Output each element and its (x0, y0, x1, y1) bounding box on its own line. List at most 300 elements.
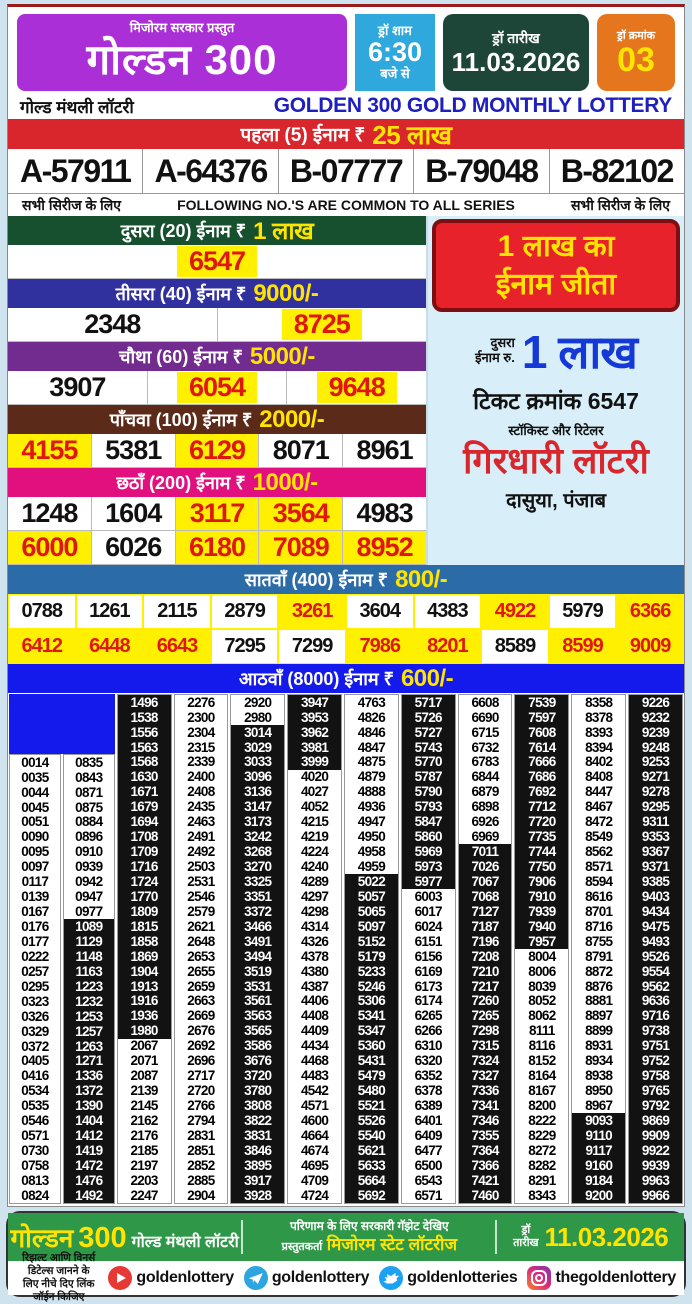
table-number-cell: 6352 (402, 1068, 455, 1083)
table-column (9, 754, 61, 1204)
prize-number: 0788 (9, 595, 75, 628)
table-number-cell: 1372 (64, 1084, 114, 1099)
prize-number: 4155 (8, 434, 92, 467)
table-number-cell: 1694 (118, 815, 171, 830)
table-number-cell: 9792 (629, 1098, 682, 1113)
table-number-cell: 2531 (175, 874, 228, 889)
table-number-cell: 3096 (231, 770, 284, 785)
draw-date-box (443, 14, 589, 91)
table-number-cell: 9765 (629, 1083, 682, 1098)
table-number-cell: 4219 (288, 829, 341, 844)
table-number-cell: 3822 (231, 1113, 284, 1128)
table-number-cell: 1679 (118, 800, 171, 815)
table-number-cell: 8616 (572, 889, 625, 904)
table-number-cell: 1815 (118, 919, 171, 934)
table-number-cell: 5790 (402, 785, 455, 800)
table-number-cell: 7460 (459, 1188, 512, 1203)
prize-number: 4383 (415, 595, 481, 628)
table-number-cell: 7712 (515, 800, 568, 815)
table-number-cell: 9966 (629, 1188, 682, 1203)
table-left-block (9, 694, 115, 1204)
table-number-cell: 1412 (64, 1128, 114, 1143)
table-number-cell: 6409 (402, 1128, 455, 1143)
table-column (571, 694, 626, 1204)
stockist-name: गिरधारी लॉटरी (463, 440, 649, 481)
table-number-cell: 5726 (402, 710, 455, 725)
table-number-cell: 4020 (288, 770, 341, 785)
table-number-cell: 0546 (10, 1114, 60, 1129)
table-number-cell: 4847 (345, 740, 398, 755)
ticket-number: B-79048 (414, 149, 549, 193)
table-number-cell: 3917 (231, 1173, 284, 1188)
table-number-cell: 7026 (459, 859, 512, 874)
ticket-number: A-57911 (8, 149, 143, 193)
table-number-cell: 7355 (459, 1128, 512, 1143)
table-number-cell: 4695 (288, 1158, 341, 1173)
table-number-cell: 9636 (629, 994, 682, 1009)
table-number-cell: 1232 (64, 994, 114, 1009)
table-number-cell: 4875 (345, 755, 398, 770)
second-prize-row (8, 245, 426, 279)
table-number-cell: 3947 (288, 695, 341, 710)
winner-prize-label: दुसरा ईनाम रु. (475, 335, 515, 365)
footer-date-value: 11.03.2026 (544, 1221, 669, 1252)
table-number-cell: 4879 (345, 770, 398, 785)
first-prize-tickets (8, 149, 684, 194)
prize-number: 6026 (92, 531, 176, 564)
table-number-cell: 2087 (118, 1068, 171, 1083)
table-number-cell: 5521 (345, 1098, 398, 1113)
prize-number: 3604 (347, 595, 413, 628)
table-number-cell: 7940 (515, 919, 568, 934)
table-number-cell: 1709 (118, 844, 171, 859)
table-number-cell: 9093 (572, 1113, 625, 1128)
table-number-cell: 8116 (515, 1039, 568, 1054)
brand-box (17, 14, 347, 91)
stockist-label: स्टॉकिस्ट और रिटेलर (508, 423, 604, 438)
table-number-cell: 8938 (572, 1068, 625, 1083)
eighth-prize-banner (8, 664, 684, 693)
footer (6, 1211, 686, 1304)
table-number-cell: 3953 (288, 710, 341, 725)
prize-number: 6412 (9, 630, 75, 663)
table-number-cell: 8934 (572, 1054, 625, 1069)
table-number-cell: 3962 (288, 725, 341, 740)
table-number-cell: 0035 (10, 770, 60, 785)
table-number-cell: 1223 (64, 979, 114, 994)
table-number-cell: 3242 (231, 829, 284, 844)
table-number-cell: 0176 (10, 919, 60, 934)
table-number-cell: 0730 (10, 1143, 60, 1158)
table-number-cell: 0875 (64, 800, 114, 815)
table-number-cell: 7686 (515, 770, 568, 785)
table-number-cell: 2139 (118, 1083, 171, 1098)
table-number-cell: 7210 (459, 964, 512, 979)
table-number-cell: 4380 (288, 964, 341, 979)
table-number-cell: 4571 (288, 1098, 341, 1113)
table-number-cell: 8222 (515, 1113, 568, 1128)
table-column (174, 694, 229, 1204)
third-prize-row (8, 308, 426, 342)
table-number-cell: 4434 (288, 1039, 341, 1054)
second-prize-banner-label: दुसरा (20) ईनाम ₹ (120, 220, 247, 241)
table-number-cell: 9271 (629, 770, 682, 785)
table-number-cell: 1916 (118, 994, 171, 1009)
table-number-cell: 5479 (345, 1068, 398, 1083)
table-number-cell: 5526 (345, 1113, 398, 1128)
table-number-cell: 9939 (629, 1158, 682, 1173)
subtitle-hindi: गोल्ड मंथली लॉटरी (20, 97, 134, 117)
table-number-cell: 4763 (345, 695, 398, 710)
fourth-prize-row (8, 371, 426, 405)
table-number-cell: 9403 (629, 889, 682, 904)
winner-panel (426, 216, 684, 565)
table-number-cell: 7364 (459, 1143, 512, 1158)
table-number-cell: 8164 (515, 1068, 568, 1083)
table-number-cell: 5540 (345, 1128, 398, 1143)
table-column (344, 694, 399, 1204)
table-number-cell: 8881 (572, 994, 625, 1009)
table-number-cell: 8062 (515, 1009, 568, 1024)
table-number-cell: 6783 (459, 755, 512, 770)
telegram-link[interactable] (244, 1266, 369, 1290)
table-number-cell: 0884 (64, 815, 114, 830)
middle-section (8, 216, 684, 565)
table-number-cell: 8229 (515, 1128, 568, 1143)
winner-headline-line1: 1 लाख का (497, 230, 615, 263)
table-number-cell: 9493 (629, 934, 682, 949)
prize-number: 8961 (343, 434, 426, 467)
table-number-cell: 3173 (231, 815, 284, 830)
table-number-cell: 1724 (118, 874, 171, 889)
table-number-cell: 2621 (175, 919, 228, 934)
table-number-cell: 5969 (402, 844, 455, 859)
table-number-cell: 7692 (515, 785, 568, 800)
table-number-cell: 3494 (231, 949, 284, 964)
table-number-cell: 4483 (288, 1068, 341, 1083)
table-number-cell: 7939 (515, 904, 568, 919)
table-number-cell: 1404 (64, 1114, 114, 1129)
table-number-cell: 9110 (572, 1128, 625, 1143)
prize-number: 6180 (176, 531, 260, 564)
table-number-cell: 5152 (345, 934, 398, 949)
table-number-cell: 9371 (629, 859, 682, 874)
table-number-cell: 1563 (118, 740, 171, 755)
table-number-cell: 2067 (118, 1039, 171, 1054)
common-series-center: FOLLOWING NO.'S ARE COMMON TO ALL SERIES (177, 197, 515, 213)
prize-number: 2879 (212, 595, 278, 628)
table-number-cell: 1492 (64, 1188, 114, 1203)
table-number-cell: 4674 (288, 1143, 341, 1158)
table-number-cell: 5770 (402, 755, 455, 770)
table-number-cell: 8791 (572, 949, 625, 964)
table-number-cell: 0257 (10, 964, 60, 979)
table-number-cell: 8872 (572, 964, 625, 979)
table-number-cell: 2692 (175, 1039, 228, 1054)
fourth-prize-banner-amount: 5000/- (249, 342, 315, 370)
table-number-cell: 0090 (10, 830, 60, 845)
prize-number: 5979 (550, 595, 616, 628)
table-number-cell: 0139 (10, 889, 60, 904)
footer-brand-subtitle: गोल्ड मंथली लॉटरी (131, 1234, 239, 1251)
twitter-handle: goldenlotteries (407, 1269, 518, 1286)
table-number-cell: 8378 (572, 710, 625, 725)
table-number-cell: 2491 (175, 829, 228, 844)
table-number-cell: 6389 (402, 1098, 455, 1113)
table-number-cell: 3147 (231, 800, 284, 815)
table-number-cell: 6690 (459, 710, 512, 725)
table-number-cell: 9758 (629, 1068, 682, 1083)
table-number-cell: 2659 (175, 979, 228, 994)
table-number-cell: 2794 (175, 1113, 228, 1128)
footer-green-bar (8, 1213, 684, 1261)
table-number-cell: 8200 (515, 1098, 568, 1113)
table-number-cell: 8167 (515, 1083, 568, 1098)
social-links (108, 1266, 676, 1290)
table-number-cell: 2766 (175, 1098, 228, 1113)
winner-prize-amount: 1 लाख (521, 326, 637, 378)
twitter-link[interactable] (379, 1266, 517, 1290)
table-number-cell: 5179 (345, 949, 398, 964)
footer-divider (241, 1220, 243, 1254)
prize-number: 1604 (92, 497, 176, 530)
table-number-cell: 2162 (118, 1113, 171, 1128)
table-column (63, 754, 115, 1204)
table-number-cell: 9248 (629, 740, 682, 755)
table-number-cell: 6310 (402, 1039, 455, 1054)
table-number-cell: 2408 (175, 785, 228, 800)
table-number-cell: 2400 (175, 770, 228, 785)
table-number-cell: 7298 (459, 1024, 512, 1039)
table-number-cell: 5057 (345, 889, 398, 904)
footer-date-label: ड्रॉ तारीख (513, 1224, 539, 1249)
table-number-cell: 6151 (402, 934, 455, 949)
winner-headline-line2: ईनाम जीता (495, 267, 617, 301)
table-number-cell: 0014 (10, 755, 60, 770)
table-number-cell: 2304 (175, 725, 228, 740)
table-number-cell: 2276 (175, 695, 228, 710)
table-number-cell: 3531 (231, 979, 284, 994)
table-number-cell: 4958 (345, 844, 398, 859)
table-number-cell: 8716 (572, 919, 625, 934)
table-number-cell: 3565 (231, 1024, 284, 1039)
table-number-cell: 8039 (515, 979, 568, 994)
prize-number: 3907 (8, 371, 148, 404)
table-number-cell: 4409 (288, 1024, 341, 1039)
table-number-cell: 1148 (64, 949, 114, 964)
table-number-cell: 3325 (231, 874, 284, 889)
table-number-cell: 8562 (572, 844, 625, 859)
instagram-link[interactable] (527, 1266, 676, 1290)
prize-number: 1261 (77, 595, 143, 628)
third-prize-banner (8, 279, 426, 308)
table-number-cell: 2435 (175, 800, 228, 815)
seventh-prize-banner-label: सातवाँ (400) ईनाम ₹ (244, 569, 389, 590)
table-number-cell: 2669 (175, 1009, 228, 1024)
table-number-cell: 6898 (459, 800, 512, 815)
table-number-cell: 5633 (345, 1158, 398, 1173)
table-number-cell: 4826 (345, 710, 398, 725)
table-number-cell: 8291 (515, 1173, 568, 1188)
table-number-cell: 7744 (515, 844, 568, 859)
table-number-cell: 1858 (118, 934, 171, 949)
prize-number: 1248 (8, 497, 92, 530)
table-number-cell: 9751 (629, 1039, 682, 1054)
table-number-cell: 4936 (345, 800, 398, 815)
table-number-cell: 0177 (10, 934, 60, 949)
table-number-cell: 4846 (345, 725, 398, 740)
table-number-cell: 9200 (572, 1188, 625, 1203)
prize-number: 8952 (343, 531, 426, 564)
seventh-prize-section (8, 565, 684, 664)
table-number-cell: 0044 (10, 785, 60, 800)
table-number-cell: 0835 (64, 755, 114, 770)
footer-brand (8, 1219, 241, 1255)
table-number-cell: 0939 (64, 860, 114, 875)
table-number-cell: 6926 (459, 815, 512, 830)
table-number-cell: 4387 (288, 979, 341, 994)
table-number-cell: 6320 (402, 1054, 455, 1069)
table-number-cell: 1336 (64, 1069, 114, 1084)
table-number-cell: 0571 (10, 1128, 60, 1143)
table-number-cell: 6169 (402, 964, 455, 979)
youtube-handle: goldenlottery (136, 1269, 234, 1286)
table-number-cell: 5621 (345, 1143, 398, 1158)
table-number-cell: 2203 (118, 1173, 171, 1188)
fifth-prize-banner-amount: 2000/- (259, 405, 325, 433)
table-number-cell: 3268 (231, 844, 284, 859)
table-number-cell: 7260 (459, 994, 512, 1009)
table-number-cell: 9475 (629, 919, 682, 934)
table-number-cell: 4888 (345, 785, 398, 800)
sixth-prize-banner (8, 468, 426, 497)
table-number-cell: 5717 (402, 695, 455, 710)
ticket-number: B-07777 (279, 149, 414, 193)
table-column (117, 694, 172, 1204)
table-number-cell: 2852 (175, 1158, 228, 1173)
table-number-cell: 4298 (288, 904, 341, 919)
table-number-cell: 3928 (231, 1188, 284, 1203)
table-number-cell: 6732 (459, 740, 512, 755)
winner-headline (432, 219, 680, 312)
table-number-cell: 0326 (10, 1009, 60, 1024)
table-number-cell: 0824 (10, 1188, 60, 1203)
table-number-cell: 5664 (345, 1173, 398, 1188)
table-number-cell: 7366 (459, 1158, 512, 1173)
table-number-cell: 8004 (515, 949, 568, 964)
table-number-cell: 0097 (10, 860, 60, 875)
table-number-cell: 5347 (345, 1024, 398, 1039)
table-number-cell: 7666 (515, 755, 568, 770)
winner-details (428, 315, 684, 565)
prize-number: 9009 (617, 630, 683, 663)
fifth-prize-banner (8, 405, 426, 434)
table-number-cell: 4314 (288, 919, 341, 934)
table-number-cell: 6003 (402, 889, 455, 904)
table-number-cell: 6156 (402, 949, 455, 964)
table-number-cell: 4224 (288, 844, 341, 859)
table-column (628, 694, 683, 1204)
prize-number: 6547 (8, 245, 426, 278)
table-number-cell: 4664 (288, 1128, 341, 1143)
table-number-cell: 8394 (572, 740, 625, 755)
table-number-cell: 8006 (515, 964, 568, 979)
table-number-cell: 6378 (402, 1083, 455, 1098)
third-prize-banner-amount: 9000/- (253, 279, 319, 307)
eighth-prize-banner-label: आठवाँ (8000) ईनाम ₹ (238, 668, 394, 689)
youtube-link[interactable] (108, 1266, 233, 1290)
table-number-cell: 6844 (459, 770, 512, 785)
table-number-cell: 0045 (10, 800, 60, 815)
prize-number: 8589 (482, 630, 548, 663)
fifth-prize-row (8, 434, 426, 468)
prize-number: 8071 (259, 434, 343, 467)
instagram-icon (527, 1266, 551, 1290)
table-number-cell: 4408 (288, 1009, 341, 1024)
prize-number: 3117 (176, 497, 260, 530)
table-number-cell: 9232 (629, 710, 682, 725)
table-number-cell: 4297 (288, 889, 341, 904)
first-prize-label: पहला (5) ईनाम ₹ (240, 125, 366, 146)
table-number-cell: 0947 (64, 889, 114, 904)
table-number-cell: 1708 (118, 829, 171, 844)
youtube-icon (108, 1266, 132, 1290)
table-number-cell: 0405 (10, 1054, 60, 1069)
table-number-cell: 3895 (231, 1158, 284, 1173)
table-number-cell: 1869 (118, 949, 171, 964)
table-number-cell: 9367 (629, 844, 682, 859)
table-number-cell: 2546 (175, 889, 228, 904)
table-number-cell: 5977 (402, 874, 455, 889)
table-number-cell: 7324 (459, 1054, 512, 1069)
table-number-cell: 1263 (64, 1039, 114, 1054)
table-number-cell: 9278 (629, 785, 682, 800)
table-number-cell: 8701 (572, 904, 625, 919)
prize-number: 8599 (550, 630, 616, 663)
table-number-cell: 9752 (629, 1054, 682, 1069)
table-blue-spacer (9, 694, 115, 754)
prize-number: 2348 (8, 308, 218, 341)
seventh-prize-row (8, 629, 684, 664)
table-number-cell: 7957 (515, 934, 568, 949)
seventh-prize-row (8, 594, 684, 629)
table-number-cell: 7127 (459, 904, 512, 919)
lottery-result-sheet (7, 4, 685, 1207)
draw-date-label: ड्रॉ तारीख (492, 29, 540, 46)
table-number-cell: 2920 (231, 695, 284, 710)
presenter-label: प्रस्तुतकर्ता (281, 1240, 323, 1253)
table-number-cell: 1630 (118, 770, 171, 785)
table-number-cell: 3029 (231, 740, 284, 755)
prize-number: 5381 (92, 434, 176, 467)
table-number-cell: 2503 (175, 859, 228, 874)
table-number-cell: 8447 (572, 785, 625, 800)
third-prize-banner-label: तीसरा (40) ईनाम ₹ (115, 283, 247, 304)
table-number-cell: 8272 (515, 1143, 568, 1158)
table-number-cell: 9184 (572, 1173, 625, 1188)
common-series-right: सभी सिरीज के लिए (570, 196, 670, 213)
table-number-cell: 5727 (402, 725, 455, 740)
table-number-cell: 7187 (459, 919, 512, 934)
table-number-cell: 8472 (572, 815, 625, 830)
prize-number: 6366 (617, 595, 683, 628)
table-number-cell: 3563 (231, 1009, 284, 1024)
table-number-cell: 8899 (572, 1024, 625, 1039)
prize-number: 8725 (218, 308, 427, 341)
table-number-cell: 2885 (175, 1173, 228, 1188)
table-number-cell: 0167 (10, 904, 60, 919)
table-number-cell: 0372 (10, 1039, 60, 1054)
